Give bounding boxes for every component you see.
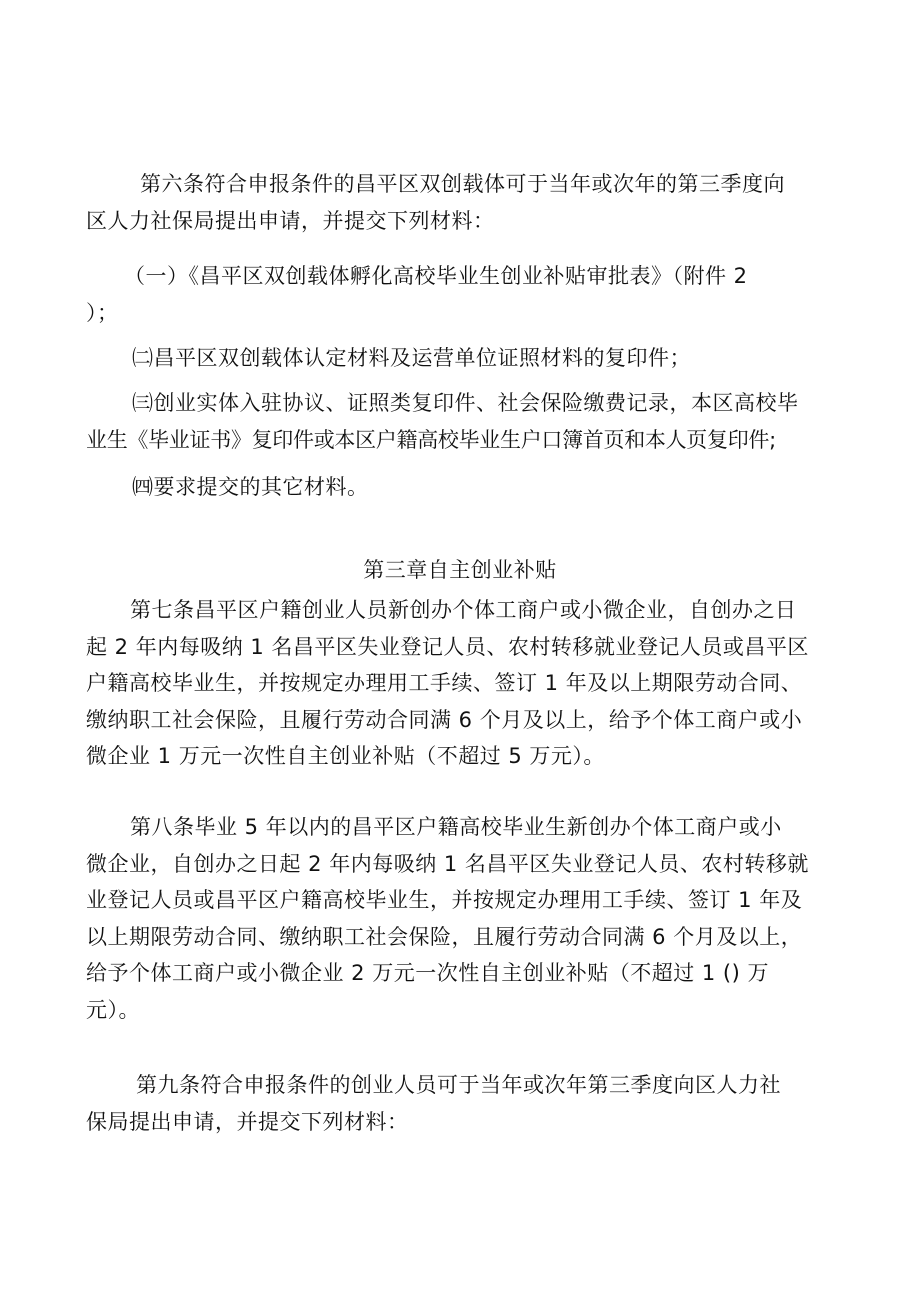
- article-7-line-4: 缴纳职工社会保险，且履行劳动合同满 6 个月及以上，给予个体工商户或小: [86, 707, 803, 732]
- article-6-line-1: 第六条符合申报条件的昌平区双创载体可于当年或次年的第三季度向: [140, 172, 785, 196]
- article-9-line-2: 保局提出申请，并提交下列材料：: [86, 1109, 409, 1134]
- article-8-paragraph: [86, 809, 854, 1028]
- item-1-line-1: （一）《昌平区双创载体孵化高校毕业生创业补贴审批表》（附件 2: [124, 264, 748, 288]
- article-6-item-3: [86, 385, 854, 458]
- article-8-line-4: 以上期限劳动合同、缴纳职工社会保险，且履行劳动合同满 6 个月及以上，: [86, 924, 803, 949]
- article-9-paragraph: [86, 1067, 854, 1140]
- item-1-line-2: ）；: [86, 300, 119, 325]
- article-6-item-1: [86, 258, 854, 331]
- article-8-line-3: 业登记人员或昌平区户籍高校毕业生，并按规定办理用工手续、签订 1 年及: [86, 888, 803, 912]
- article-6-item-2: [86, 340, 854, 377]
- article-7-line-1: 第七条昌平区户籍创业人员新创办个体工商户或小微企业，自创办之日: [130, 598, 797, 622]
- article-6-item-4: [86, 469, 854, 506]
- article-7-paragraph: [86, 592, 854, 775]
- article-6-paragraph: [86, 166, 854, 239]
- article-8-line-5: 给予个体工商户或小微企业 2 万元一次性自主创业补贴（不超过 1 () 万: [86, 961, 769, 985]
- article-8-line-1: 第八条毕业 5 年以内的昌平区户籍高校毕业生新创办个体工商户或小: [130, 815, 782, 839]
- article-7-line-5: 微企业 1 万元一次性自主创业补贴（不超过 5 万元）。: [86, 744, 605, 768]
- article-8-line-6: 元）。: [86, 997, 140, 1022]
- item-2-line-1: ㈡昌平区双创载体认定材料及运营单位证照材料的复印件；: [132, 346, 691, 370]
- item-4-line-1: ㈣要求提交的其它材料。: [132, 475, 369, 499]
- article-7-line-3: 户籍高校毕业生，并按规定办理用工手续、签订 1 年及以上期限劳动合同、: [86, 671, 803, 695]
- chapter-3-heading: 第三章自主创业补贴: [363, 558, 557, 582]
- article-9-line-1: 第九条符合申报条件的创业人员可于当年或次年第三季度向区人力社: [136, 1073, 781, 1097]
- item-3-line-1: ㈢创业实体入驻协议、证照类复印件、社会保险缴费记录，本区高校毕: [132, 391, 799, 415]
- article-7-line-2: 起 2 年内每吸纳 1 名昌平区失业登记人员、农村转移就业登记人员或昌平区: [86, 634, 809, 659]
- article-6-line-2: 区人力社保局提出申请，并提交下列材料：: [86, 208, 495, 233]
- article-8-line-2: 微企业，自创办之日起 2 年内每吸纳 1 名昌平区失业登记人员、农村转移就: [86, 851, 809, 876]
- item-3-line-2: 业生《毕业证书》复印件或本区户籍高校毕业生户口簿首页和本人页复印件;: [86, 427, 776, 452]
